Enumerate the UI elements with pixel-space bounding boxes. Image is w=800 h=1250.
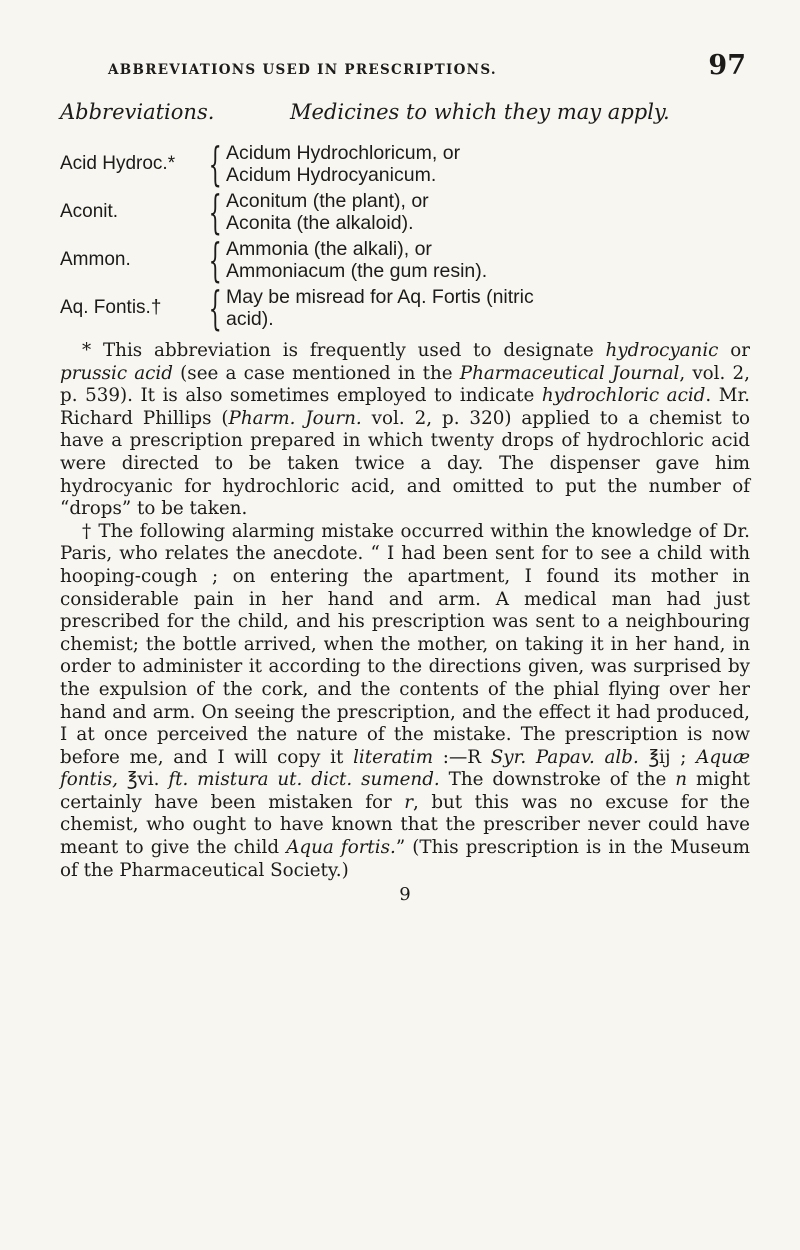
- footnote-fontis: † The following alarming mistake occurred within the knowledge of Dr. Paris, who relates the anecdote. “ I had been sent for to see a child with hooping-cough ; on entering the apartment, I found its mother in considerable pain in her hand and arm. A medical man had just prescribed for the child, and his prescription was sent to a neighbouring chemist; the bottle arrived, when the mother, on taking it in her hand, in order to administer it according to the directions given, was surprised by the expulsion of the cork, and the contents of the phial flying over her hand and arm. On seeing the prescription, and the effect it had produced, I at once perceived the nature of the mistake. The prescription is now before me, and I will copy it literatim :—R Syr. Papav. alb. ℥ij ; Aquæ fontis, ℥vi. ft. mistura ut. dict. sumend. The downstroke of the n might certainly have been mistaken for r, but this was no excuse for the chemist, who ought to have known that the prescriber never could have meant to give the child Aqua fortis.” (This prescription is in the Museum of the Pharmaceutical Society.): [60, 520, 751, 881]
- brace-icon: {: [208, 185, 222, 239]
- abbreviation-row: [60, 185, 750, 239]
- abbreviation: Ammon.: [60, 249, 131, 270]
- meaning-line: Ammonia (the alkali), or: [226, 238, 432, 260]
- book-page: [60, 48, 750, 905]
- abbreviation: Aq. Fontis.†: [60, 297, 162, 318]
- meaning-line: May be misread for Aq. Fortis (nitric: [226, 286, 534, 308]
- abbreviation-row: [60, 137, 750, 191]
- meanings: [226, 286, 750, 330]
- meaning-line: Aconita (the alkaloid).: [226, 212, 414, 234]
- abbreviation: Acid Hydroc.*: [60, 153, 176, 174]
- brace-icon: {: [208, 137, 222, 191]
- meaning-line: Acidum Hydrochloricum, or: [226, 142, 461, 164]
- brace-icon: {: [208, 233, 222, 287]
- page-header: [60, 48, 750, 88]
- abbreviation-row: [60, 281, 750, 335]
- meanings: [226, 238, 750, 282]
- meanings: [226, 142, 750, 186]
- page-number: 97: [708, 50, 746, 81]
- medicines-heading: Medicines to which they may apply.: [290, 100, 670, 124]
- meanings: [226, 190, 750, 234]
- running-head: ABBREVIATIONS USED IN PRESCRIPTIONS.: [108, 62, 497, 78]
- abbreviation-table: [60, 137, 750, 335]
- meaning-line: Acidum Hydrocyanicum.: [226, 164, 437, 186]
- footnotes: [60, 340, 750, 882]
- signature-mark: 9: [399, 884, 411, 906]
- column-headings: [60, 100, 750, 136]
- abbreviation-row: [60, 233, 750, 287]
- meaning-line: Aconitum (the plant), or: [226, 190, 429, 212]
- abbreviation: Aconit.: [60, 201, 119, 222]
- brace-icon: {: [208, 281, 222, 335]
- footnote-hydroc: * This abbreviation is frequently used to designate hydrocyanic or prussic acid (see a case mentioned in the Pharmaceutical Journal, vol. 2, p. 539). It is also sometimes employed to indicate hydrochloric acid. Mr. Richard Phillips (Pharm. Journ. vol. 2, p. 320) applied to a chemist to have a prescription prepared in which twenty drops of hydrochloric acid were directed to be taken twice a day. The dispenser gave him hydrocyanic for hydrochloric acid, and omitted to put the number of “drops” to be taken.: [60, 340, 751, 520]
- meaning-line: Ammoniacum (the gum resin).: [226, 260, 488, 282]
- meaning-line: acid).: [226, 308, 274, 330]
- abbreviations-heading: Abbreviations.: [60, 100, 215, 124]
